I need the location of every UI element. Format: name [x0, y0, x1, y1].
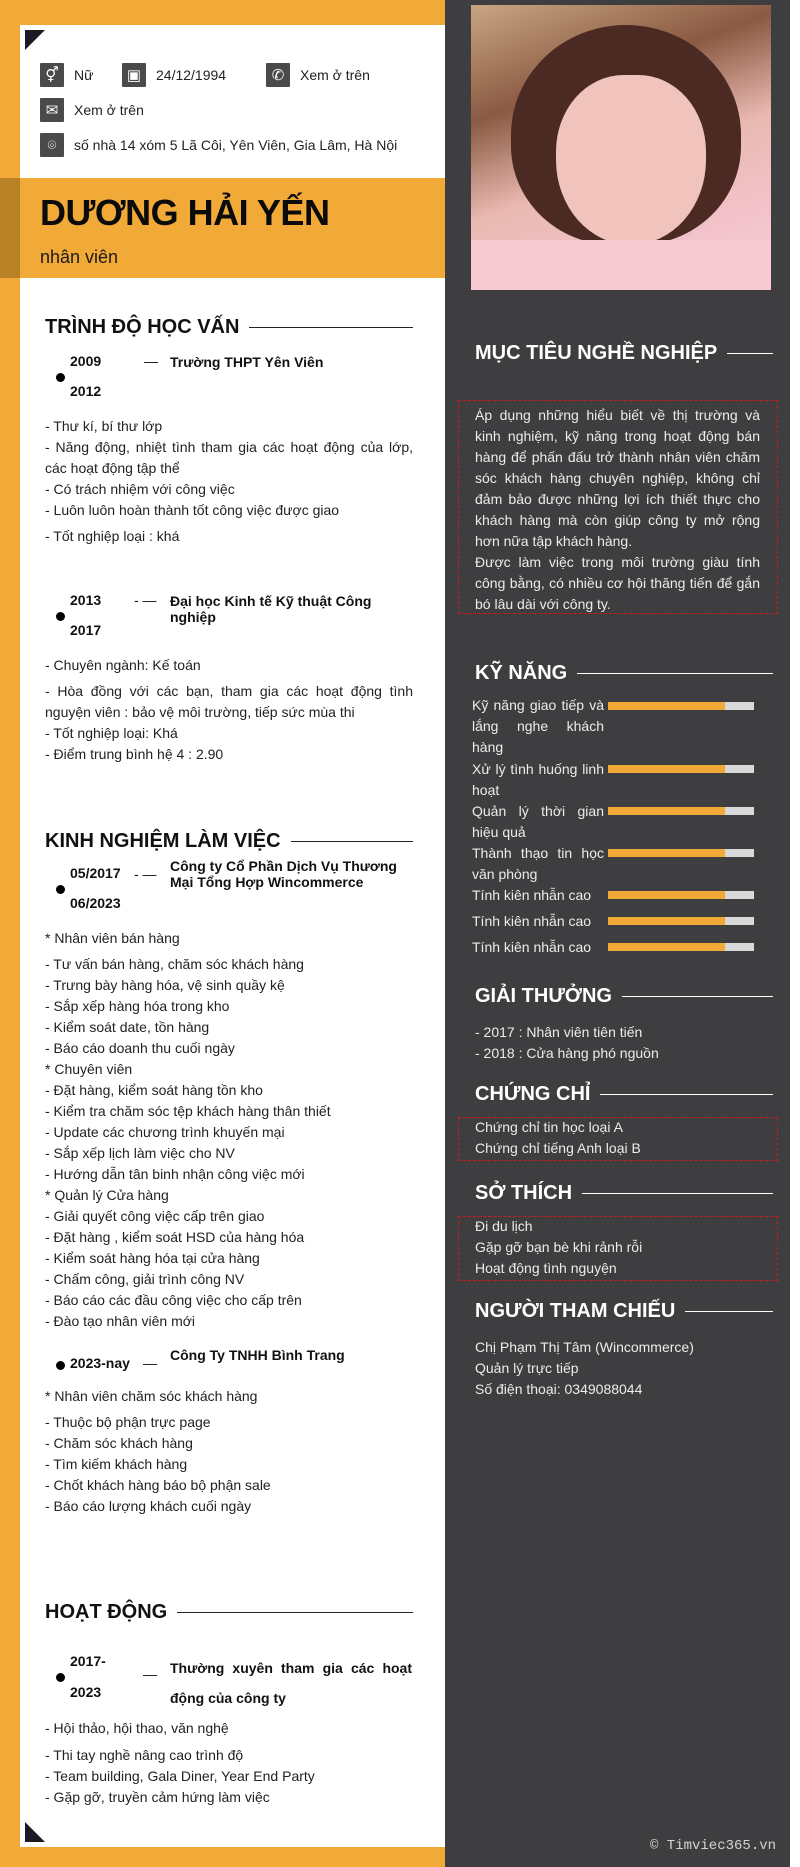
- edu-2-line: - Tốt nghiệp loại: Khá: [45, 725, 178, 741]
- skill-bar: [608, 917, 754, 925]
- experience-line: - Báo cáo doanh thu cuối ngày: [45, 1040, 235, 1056]
- section-title-experience: KINH NGHIỆM LÀM VIỆC: [45, 830, 413, 853]
- divider: [727, 353, 773, 354]
- act-sep: —: [143, 1666, 157, 1682]
- exp-1-lines: [45, 928, 413, 1332]
- award-item: - 2018 : Cửa hàng phó nguồn: [475, 1045, 659, 1061]
- edu-1-start: 2009: [70, 353, 102, 369]
- skill-bar: [608, 891, 754, 899]
- exp-1-company: Công ty Cổ Phần Dịch Vụ Thương Mại Tổng Hợp Wincommerce: [170, 858, 397, 890]
- experience-line: - Giải quyết công việc cấp trên giao: [45, 1208, 265, 1224]
- divider: [685, 1311, 773, 1312]
- edu-2-line: - Chuyên ngành: Kế toán: [45, 657, 201, 673]
- experience-line: - Chốt khách hàng báo bộ phận sale: [45, 1477, 271, 1493]
- section-title-certificates: CHỨNG CHỈ: [475, 1083, 773, 1106]
- objective-paragraph: Được làm việc trong môi trường giàu tính công bằng, có nhiều cơ hội thăng tiến để gắn bó lâu dài với công ty.: [475, 554, 760, 612]
- experience-line: - Báo cáo các đầu công việc cho cấp trên: [45, 1292, 302, 1308]
- divider: [177, 1612, 413, 1613]
- experience-line: - Hướng dẫn tân binh nhận công việc mới: [45, 1166, 305, 1182]
- edu-1-line: - Luôn luôn hoàn thành tốt công việc được giao: [45, 502, 340, 518]
- skill-label: Tính kiên nhẫn cao: [472, 939, 592, 955]
- section-title-activities: HOẠT ĐỘNG: [45, 1601, 413, 1624]
- corner-triangle-bottom: [25, 1822, 45, 1842]
- act-line: - Hội thảo, hội thao, văn nghệ: [45, 1720, 229, 1736]
- divider: [622, 996, 773, 997]
- timeline-dot: [56, 1673, 65, 1682]
- skill-label: Quản lý thời gian hiệu quả: [472, 803, 604, 840]
- contact-gender: [40, 63, 93, 87]
- act-line: - Thi tay nghề nâng cao trình độ: [45, 1747, 244, 1763]
- exp-2-lines: [45, 1386, 413, 1517]
- phone-value: Xem ở trên: [300, 67, 370, 83]
- section-title-skills: KỸ NĂNG: [475, 662, 773, 685]
- photo-face: [556, 75, 706, 245]
- address-value: số nhà 14 xóm 5 Lã Côi, Yên Viên, Gia Lâm, Hà Nội: [74, 137, 398, 153]
- skill-bar-fill: [608, 891, 725, 899]
- edu-1-school: Trường THPT Yên Viên: [170, 354, 324, 370]
- experience-line: - Báo cáo lượng khách cuối ngày: [45, 1498, 252, 1514]
- skill-bar: [608, 765, 754, 773]
- calendar-icon: ▣: [122, 63, 146, 87]
- edu-2-sep: - —: [134, 592, 157, 608]
- profile-photo: [471, 5, 771, 290]
- edu-2-school: Đại học Kinh tế Kỹ thuật Công nghiệp: [170, 593, 372, 625]
- objective-text: [475, 405, 760, 615]
- experience-line: - Tư vấn bán hàng, chăm sóc khách hàng: [45, 956, 304, 972]
- hobby-item: Hoạt động tình nguyện: [475, 1260, 617, 1276]
- skill-bar-fill: [608, 917, 725, 925]
- section-title-education: TRÌNH ĐỘ HỌC VẤN: [45, 316, 413, 339]
- skill-label: Kỹ năng giao tiếp và lắng nghe khách hàng: [472, 697, 604, 755]
- name-band-accent: [0, 178, 20, 278]
- award-item: - 2017 : Nhân viên tiên tiến: [475, 1024, 643, 1040]
- edu-2-line: - Điểm trung bình hệ 4 : 2.90: [45, 746, 224, 762]
- hobbies-list: [475, 1216, 760, 1279]
- divider: [249, 327, 413, 328]
- skill-label: Xử lý tình huống linh hoạt: [472, 761, 604, 798]
- exp-2-company: Công Ty TNHH Bình Trang: [170, 1347, 345, 1363]
- edu-1-end: 2012: [70, 383, 102, 399]
- reference-phone: Số điện thoại: 0349088044: [475, 1381, 643, 1397]
- corner-triangle-top: [25, 30, 45, 50]
- divider: [577, 673, 773, 674]
- experience-line: * Nhân viên bán hàng: [45, 930, 180, 946]
- section-title-references: NGƯỜI THAM CHIẾU: [475, 1300, 773, 1323]
- section-title-objective: MỤC TIÊU NGHỀ NGHIỆP: [475, 342, 773, 365]
- divider: [582, 1193, 773, 1194]
- location-icon: ⌾: [40, 133, 64, 157]
- experience-line: - Sắp xếp lịch làm việc cho NV: [45, 1145, 235, 1161]
- skill-bar-fill: [608, 765, 725, 773]
- skill-bar: [608, 807, 754, 815]
- experience-line: - Tìm kiếm khách hàng: [45, 1456, 188, 1472]
- experience-line: * Nhân viên chăm sóc khách hàng: [45, 1388, 258, 1404]
- experience-line: - Update các chương trình khuyến mại: [45, 1124, 285, 1140]
- references-list: [475, 1337, 760, 1400]
- photo-shirt: [471, 240, 771, 290]
- act-line: - Team building, Gala Diner, Year End Party: [45, 1768, 315, 1784]
- skill-bar-fill: [608, 807, 725, 815]
- section-title-awards: GIẢI THƯỞNG: [475, 985, 773, 1008]
- experience-line: * Chuyên viên: [45, 1061, 133, 1077]
- awards-list: [475, 1022, 760, 1064]
- certificates-list: [475, 1117, 760, 1159]
- edu-1-line: - Thư kí, bí thư lớp: [45, 418, 163, 434]
- objective-paragraph: Áp dụng những hiểu biết về thị trường và kinh nghiệm, kỹ năng trong hoạt động bán hàng để phấn đấu trở thành nhân viên chăm sóc khách hàng chuyên nghiệp, không chỉ đảm bảo được những lợi ích thiết thực cho khách hàng mà còn giúp công ty mở rộng hơn nữa tập khách hàng.: [475, 407, 760, 549]
- edu-2-start: 2013: [70, 592, 102, 608]
- phone-icon: ✆: [266, 63, 290, 87]
- edu-2-end: 2017: [70, 622, 102, 638]
- job-title: nhân viên: [40, 247, 119, 267]
- edu-1-line: - Có trách nhiệm với công việc: [45, 481, 235, 497]
- experience-line: - Chăm sóc khách hàng: [45, 1435, 193, 1451]
- divider: [291, 841, 413, 842]
- timeline-dot: [56, 885, 65, 894]
- reference-name: Chị Phạm Thị Tâm (Wincommerce): [475, 1339, 694, 1355]
- skill-bar: [608, 943, 754, 951]
- experience-line: * Quản lý Cửa hàng: [45, 1187, 169, 1203]
- exp-2-sep: —: [143, 1355, 157, 1371]
- exp-1-end: 06/2023: [70, 895, 121, 911]
- section-title-hobbies: SỞ THÍCH: [475, 1182, 773, 1205]
- experience-line: - Kiểm tra chăm sóc tệp khách hàng thân thiết: [45, 1103, 331, 1119]
- act-org: Thường xuyên tham gia các hoạt động của công ty: [170, 1660, 412, 1706]
- birthday-value: 24/12/1994: [156, 67, 227, 83]
- contact-phone: [266, 63, 370, 87]
- skill-bar-fill: [608, 849, 725, 857]
- timeline-dot: [56, 373, 65, 382]
- skill-label: Tính kiên nhẫn cao: [472, 913, 592, 929]
- contact-address: [40, 133, 397, 157]
- skill-bar-fill: [608, 943, 725, 951]
- timeline-dot: [56, 1361, 65, 1370]
- watermark: © Timviec365.vn: [650, 1838, 777, 1854]
- skill-label: Thành thạo tin học văn phòng: [472, 845, 604, 882]
- experience-line: - Đào tạo nhân viên mới: [45, 1313, 196, 1329]
- act-line: - Gặp gỡ, truyền cảm hứng làm việc: [45, 1789, 270, 1805]
- exp-2-start: 2023-nay: [70, 1355, 130, 1371]
- edu-2-line: - Hòa đồng với các bạn, tham gia các hoạt động tình nguyện viên : bảo vệ môi trường, tiếp sức mùa thi: [45, 683, 413, 720]
- reference-role: Quản lý trực tiếp: [475, 1360, 579, 1376]
- gender-icon: ⚥: [40, 63, 64, 87]
- mail-icon: ✉: [40, 98, 64, 122]
- certificate-item: Chứng chỉ tiếng Anh loại B: [475, 1140, 641, 1156]
- timeline-dot: [56, 612, 65, 621]
- edu-1-sep: —: [144, 353, 158, 369]
- exp-1-start: 05/2017: [70, 865, 121, 881]
- exp-1-sep: - —: [134, 866, 157, 882]
- contact-birthday: [122, 63, 226, 87]
- experience-line: - Đặt hàng , kiểm soát HSD của hàng hóa: [45, 1229, 305, 1245]
- act-start: 2017-: [70, 1653, 106, 1669]
- hobby-item: Gặp gỡ bạn bè khi rảnh rỗi: [475, 1239, 643, 1255]
- experience-line: - Đặt hàng, kiểm soát hàng tồn kho: [45, 1082, 263, 1098]
- candidate-name: DƯƠNG HẢI YẾN: [40, 192, 330, 233]
- experience-line: - Trưng bày hàng hóa, vệ sinh quầy kệ: [45, 977, 285, 993]
- divider: [600, 1094, 773, 1095]
- skill-label: Tính kiên nhẫn cao: [472, 887, 592, 903]
- gender-value: Nữ: [74, 67, 94, 83]
- contact-email: [40, 98, 144, 122]
- certificate-item: Chứng chỉ tin học loại A: [475, 1119, 623, 1135]
- experience-line: - Kiểm soát hàng hóa tại cửa hàng: [45, 1250, 260, 1266]
- experience-line: - Kiểm soát date, tồn hàng: [45, 1019, 210, 1035]
- experience-line: - Thuộc bộ phận trực page: [45, 1414, 211, 1430]
- edu-1-line: - Năng động, nhiệt tình tham gia các hoạt động của lớp, các hoạt động tập thể: [45, 439, 413, 476]
- act-end: 2023: [70, 1684, 102, 1700]
- edu-1-line: - Tốt nghiệp loại : khá: [45, 528, 180, 544]
- skill-bar: [608, 702, 754, 710]
- hobby-item: Đi du lịch: [475, 1218, 533, 1234]
- skill-bar: [608, 849, 754, 857]
- skill-bar-fill: [608, 702, 725, 710]
- experience-line: - Chấm công, giải trình công NV: [45, 1271, 245, 1287]
- experience-line: - Sắp xếp hàng hóa trong kho: [45, 998, 230, 1014]
- email-value: Xem ở trên: [74, 102, 144, 118]
